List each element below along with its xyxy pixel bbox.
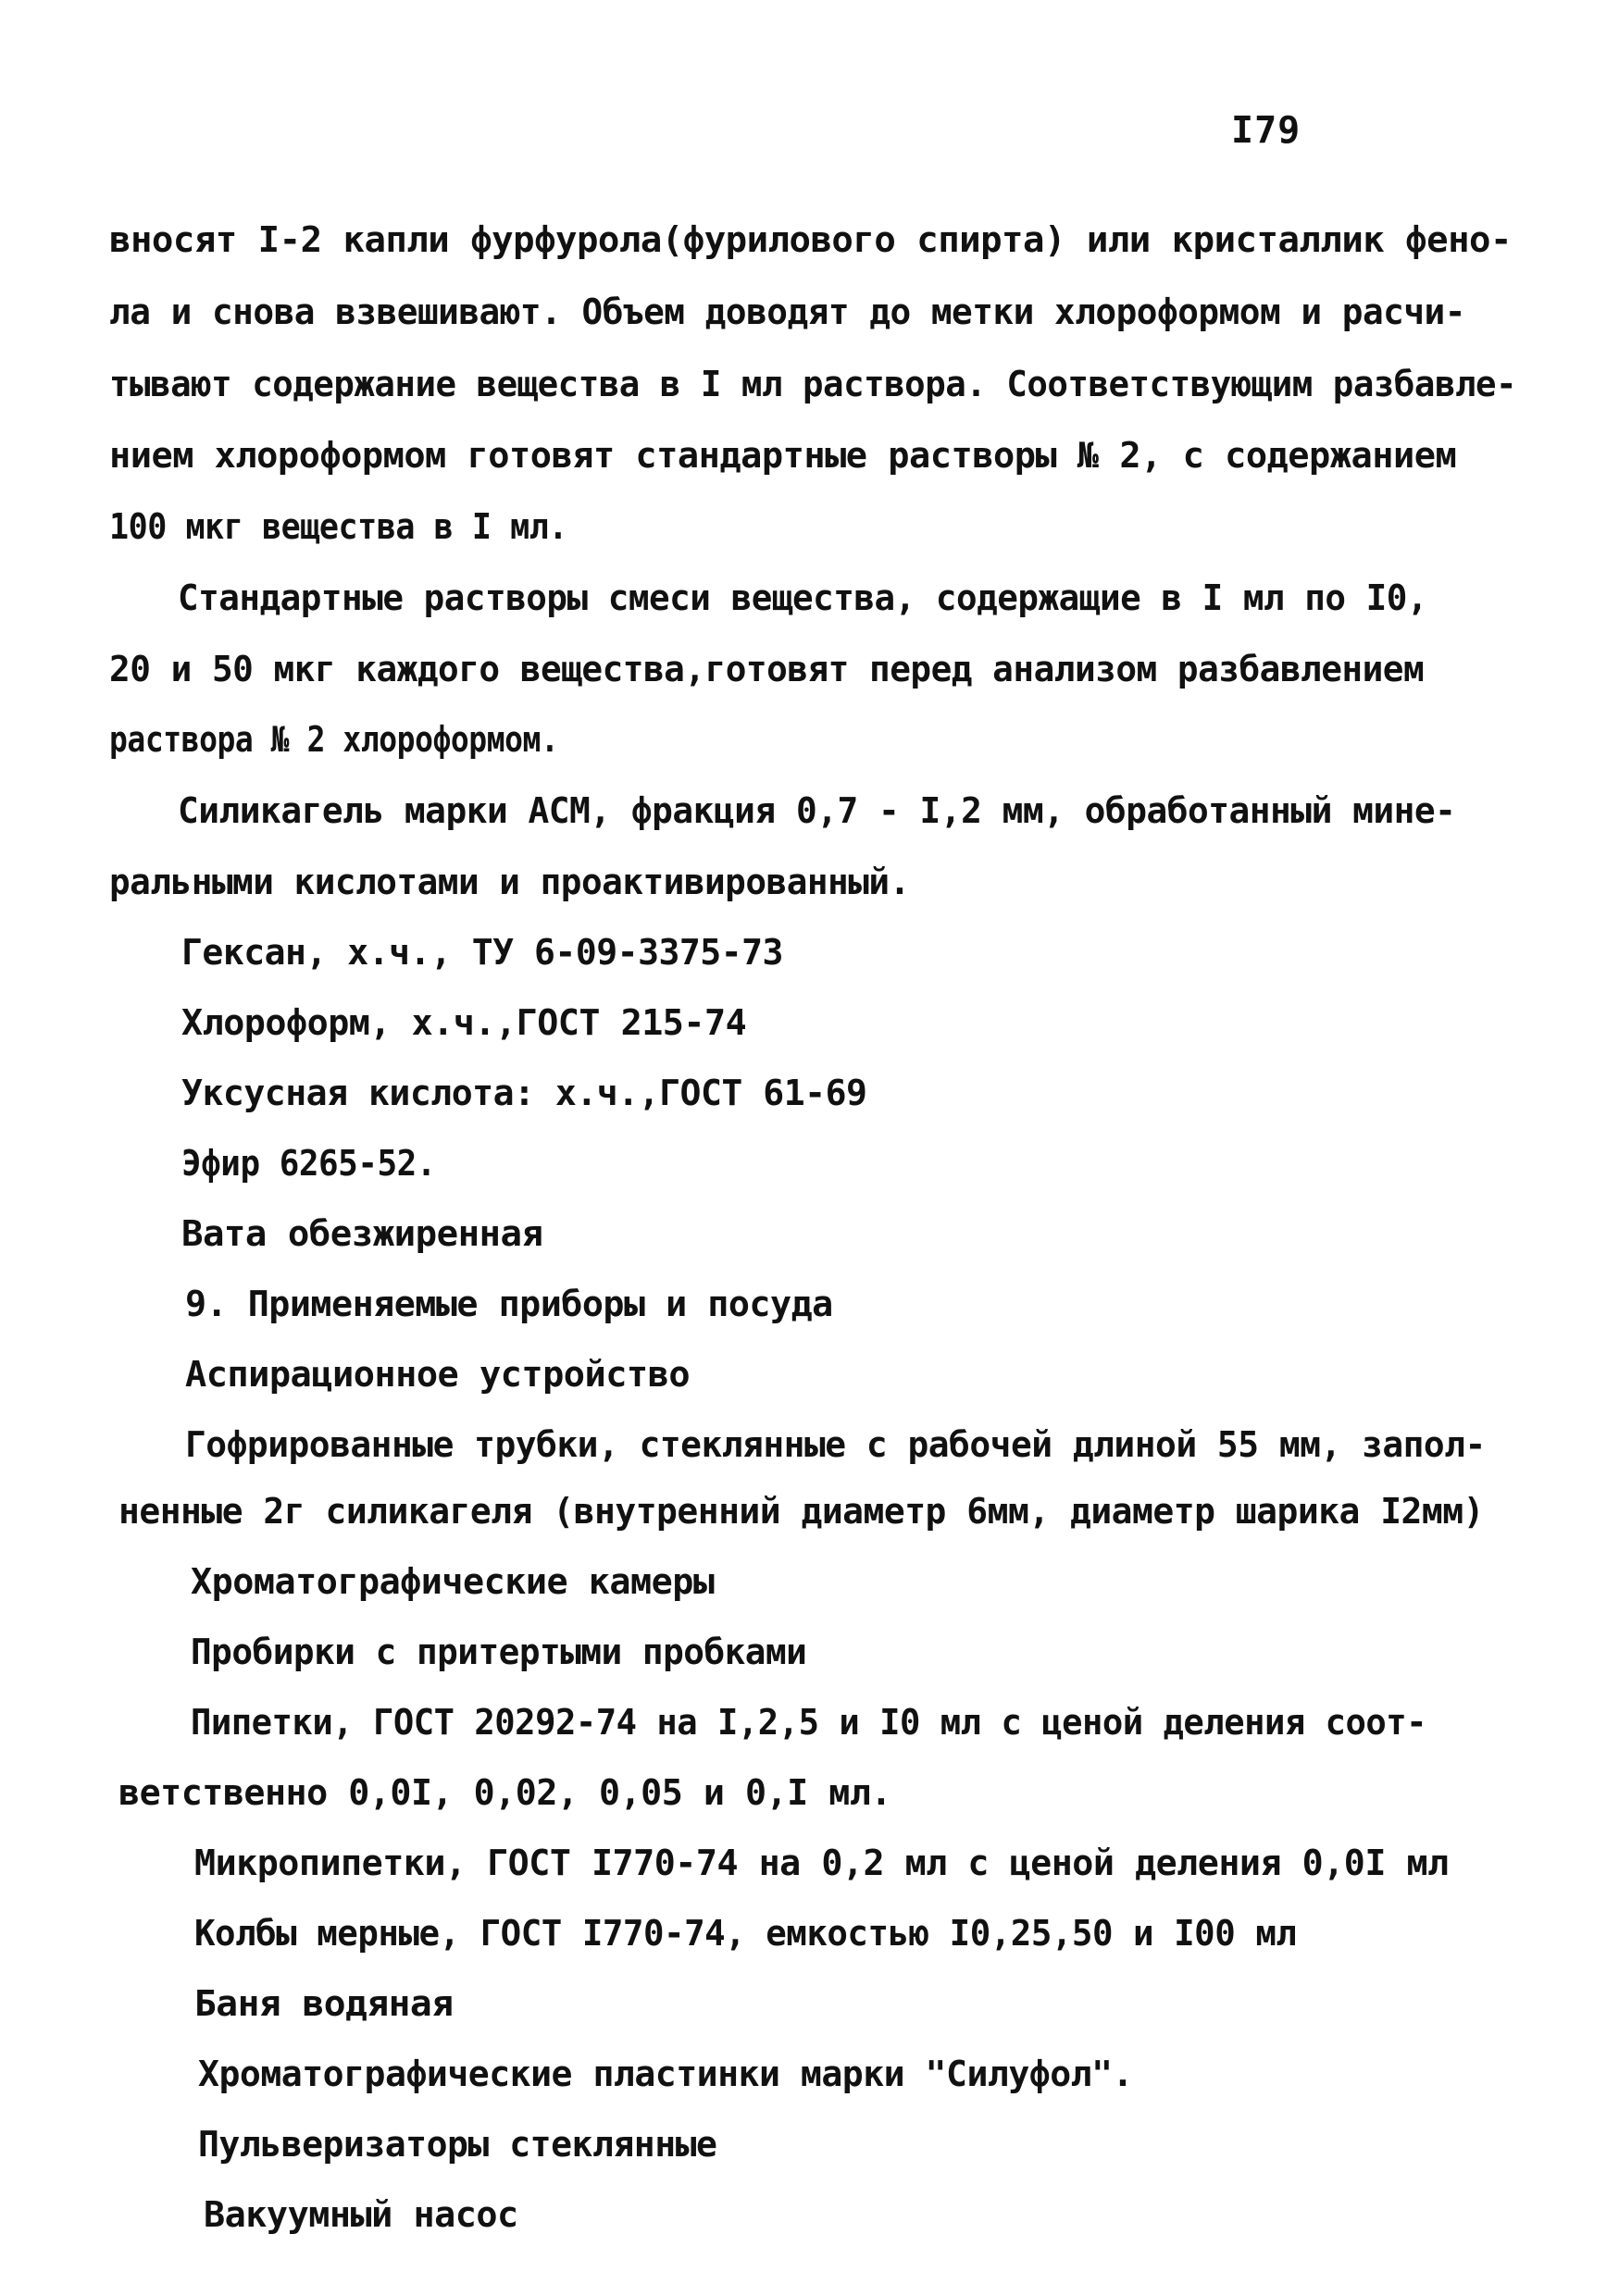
text-line: Вакуумный насос — [204, 2194, 518, 2235]
text-line: нием хлороформом готовят стандартные растворы № 2, с содержанием — [109, 435, 1457, 476]
text-line: Хроматографические пластинки марки "Силуфол". — [198, 2054, 1134, 2094]
text-line: Эфир 6265-52. — [181, 1143, 436, 1184]
text-line: вносят I-2 капли фурфурола(фурилового спирта) или кристаллик фено- — [109, 219, 1512, 260]
text-line: тывают содержание вещества в I мл раствора. Соответствующим разбавле- — [109, 364, 1517, 404]
text-line: ла и снова взвешивают. Объем доводят до метки хлороформом и расчи- — [109, 292, 1465, 332]
text-line: раствора № 2 хлороформом. — [109, 719, 559, 760]
text-line: ральными кислотами и проактивированный. — [109, 862, 910, 902]
text-line: ненные 2г силикагеля (внутренний диаметр 6мм, диаметр шарика I2мм) — [118, 1491, 1484, 1532]
text-line: ветственно 0,0I, 0,02, 0,05 и 0,I мл. — [118, 1772, 891, 1813]
text-line: 100 мкг вещества в I мл. — [109, 506, 568, 547]
text-line: Микропипетки, ГОСТ I770-74 на 0,2 мл с ценой деления 0,0I мл — [194, 1843, 1449, 1883]
text-line: Колбы мерные, ГОСТ I770-74, емкостью I0,25,50 и I00 мл — [194, 1913, 1297, 1954]
text-line: Стандартные растворы смеси вещества, содержащие в I мл по I0, — [178, 577, 1428, 618]
page-number: I79 — [1231, 109, 1301, 152]
text-line: 20 и 50 мкг каждого вещества,готовят перед анализом разбавлением — [109, 649, 1425, 689]
section-heading: 9. Применяемые приборы и посуда — [185, 1284, 833, 1324]
text-line: Гексан, х.ч., ТУ 6-09-3375-73 — [181, 932, 783, 973]
text-line: Вата обезжиренная — [181, 1213, 543, 1254]
text-line: Пробирки с притертыми пробками — [191, 1632, 807, 1672]
text-line: Хроматографические камеры — [191, 1561, 715, 1602]
text-line: Хлороформ, х.ч.,ГОСТ 215-74 — [181, 1002, 747, 1043]
text-line: Пульверизаторы стеклянные — [198, 2124, 717, 2165]
text-line: Гофрированные трубки, стеклянные с рабочей длиной 55 мм, запол- — [185, 1424, 1486, 1465]
text-line: Баня водяная — [194, 1983, 454, 2024]
text-line: Аспирационное устройство — [185, 1354, 691, 1395]
text-line: Силикагель марки АСМ, фракция 0,7 - I,2 мм, обработанный мине- — [178, 790, 1456, 831]
text-line: Пипетки, ГОСТ 20292-74 на I,2,5 и I0 мл с ценой деления соот- — [191, 1702, 1427, 1743]
text-line: Уксусная кислота: х.ч.,ГОСТ 61-69 — [181, 1073, 867, 1113]
